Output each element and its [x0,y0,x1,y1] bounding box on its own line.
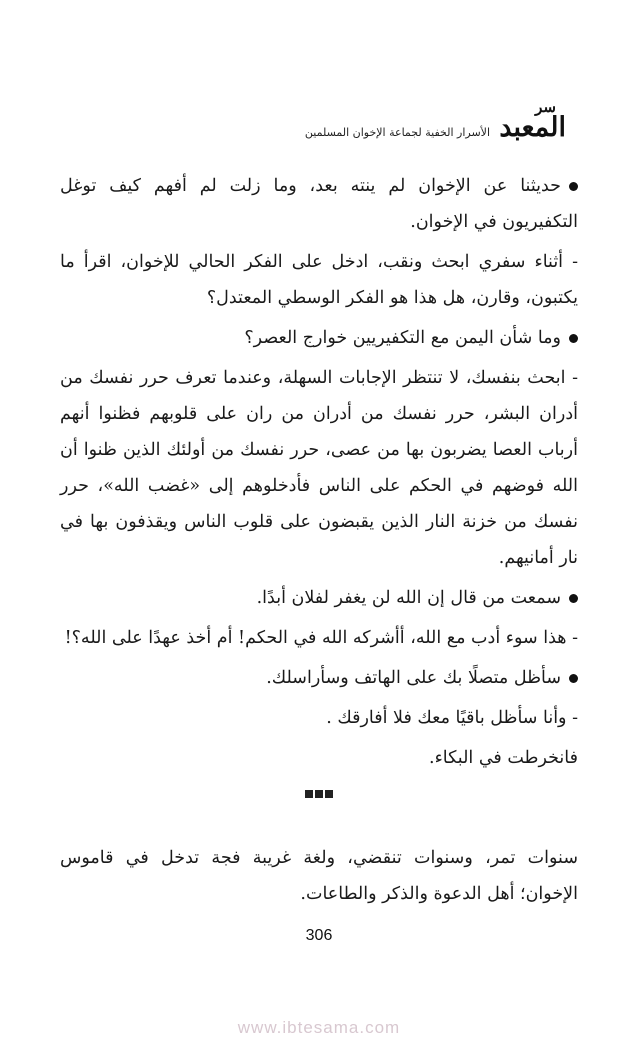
paragraph [60,320,578,356]
running-header [66,100,566,148]
page-number: 306 [305,927,333,944]
separator-square-icon [305,790,313,798]
separator-square-icon [315,790,323,798]
book-subtitle: الأسرار الخفية لجماعة الإخوان المسلمين [304,126,490,139]
watermark: www.ibtesama.com [237,1018,401,1037]
paragraph-text: سأظل متصلًا بك على الهاتف وسأراسلك. [266,668,561,688]
paragraph [60,168,578,240]
paragraph [60,244,578,316]
bullet-icon [569,674,578,683]
logo-top-word: سر [535,98,556,116]
paragraph-text: - ابحث بنفسك، لا تنتظر الإجابات السهلة، وعندما تعرف حرر نفسك من أدران البشر، حرر نفسك من أدران من ران على قلوبهم فظنوا أنهم أرباب العصا يضربون بها من عصى، حرر نفسك من أولئك الذين ظنوا أن الله فوضهم في الحكم على الناس فأدخلوهم إلى «غضب الله»، حرر نفسك من خزنة النار الذين يقبضون على قلوب الناس ويقذفون بها في نار أمانيهم. [60,368,578,568]
paragraph-text: وما شأن اليمن مع التكفيريين خوارج العصر؟ [244,328,561,348]
paragraph-text: - هذا سوء أدب مع الله، أأشركه الله في الحكم! أم أخذ عهدًا على الله؟! [64,628,578,648]
bullet-icon [569,182,578,191]
main-text [60,168,578,780]
paragraph-text: فانخرطت في البكاء. [429,748,578,768]
paragraph [60,740,578,776]
paragraph-text: سنوات تمر، وسنوات تنقضي، ولغة غريبة فجة تدخل في قاموس الإخوان؛ أهل الدعوة والذكر والطاعات. [60,848,578,904]
book-title-logo [500,100,566,148]
separator-square-icon [325,790,333,798]
paragraph [60,840,578,912]
logo-main-word: المعبد [499,112,566,143]
paragraph [60,660,578,696]
paragraph-text: - أثناء سفري ابحث ونقب، ادخل على الفكر الحالي للإخوان، اقرأ ما يكتبون، وقارن، هل هذا هو الفكر الوسطي المعتدل؟ [60,252,578,308]
section-separator [0,790,638,798]
paragraph [60,580,578,616]
paragraph [60,360,578,576]
paragraph [60,620,578,656]
paragraph-text: - وأنا سأظل باقيًا معك فلا أفارقك . [326,708,578,728]
bullet-icon [569,334,578,343]
bullet-icon [569,594,578,603]
paragraph-text: حديثنا عن الإخوان لم ينته بعد، وما زلت لم أفهم كيف توغل التكفيريون في الإخوان. [60,176,578,232]
paragraph [60,700,578,736]
closing-text [60,840,578,916]
paragraph-text: سمعت من قال إن الله لن يغفر لفلان أبدًا. [256,588,561,608]
